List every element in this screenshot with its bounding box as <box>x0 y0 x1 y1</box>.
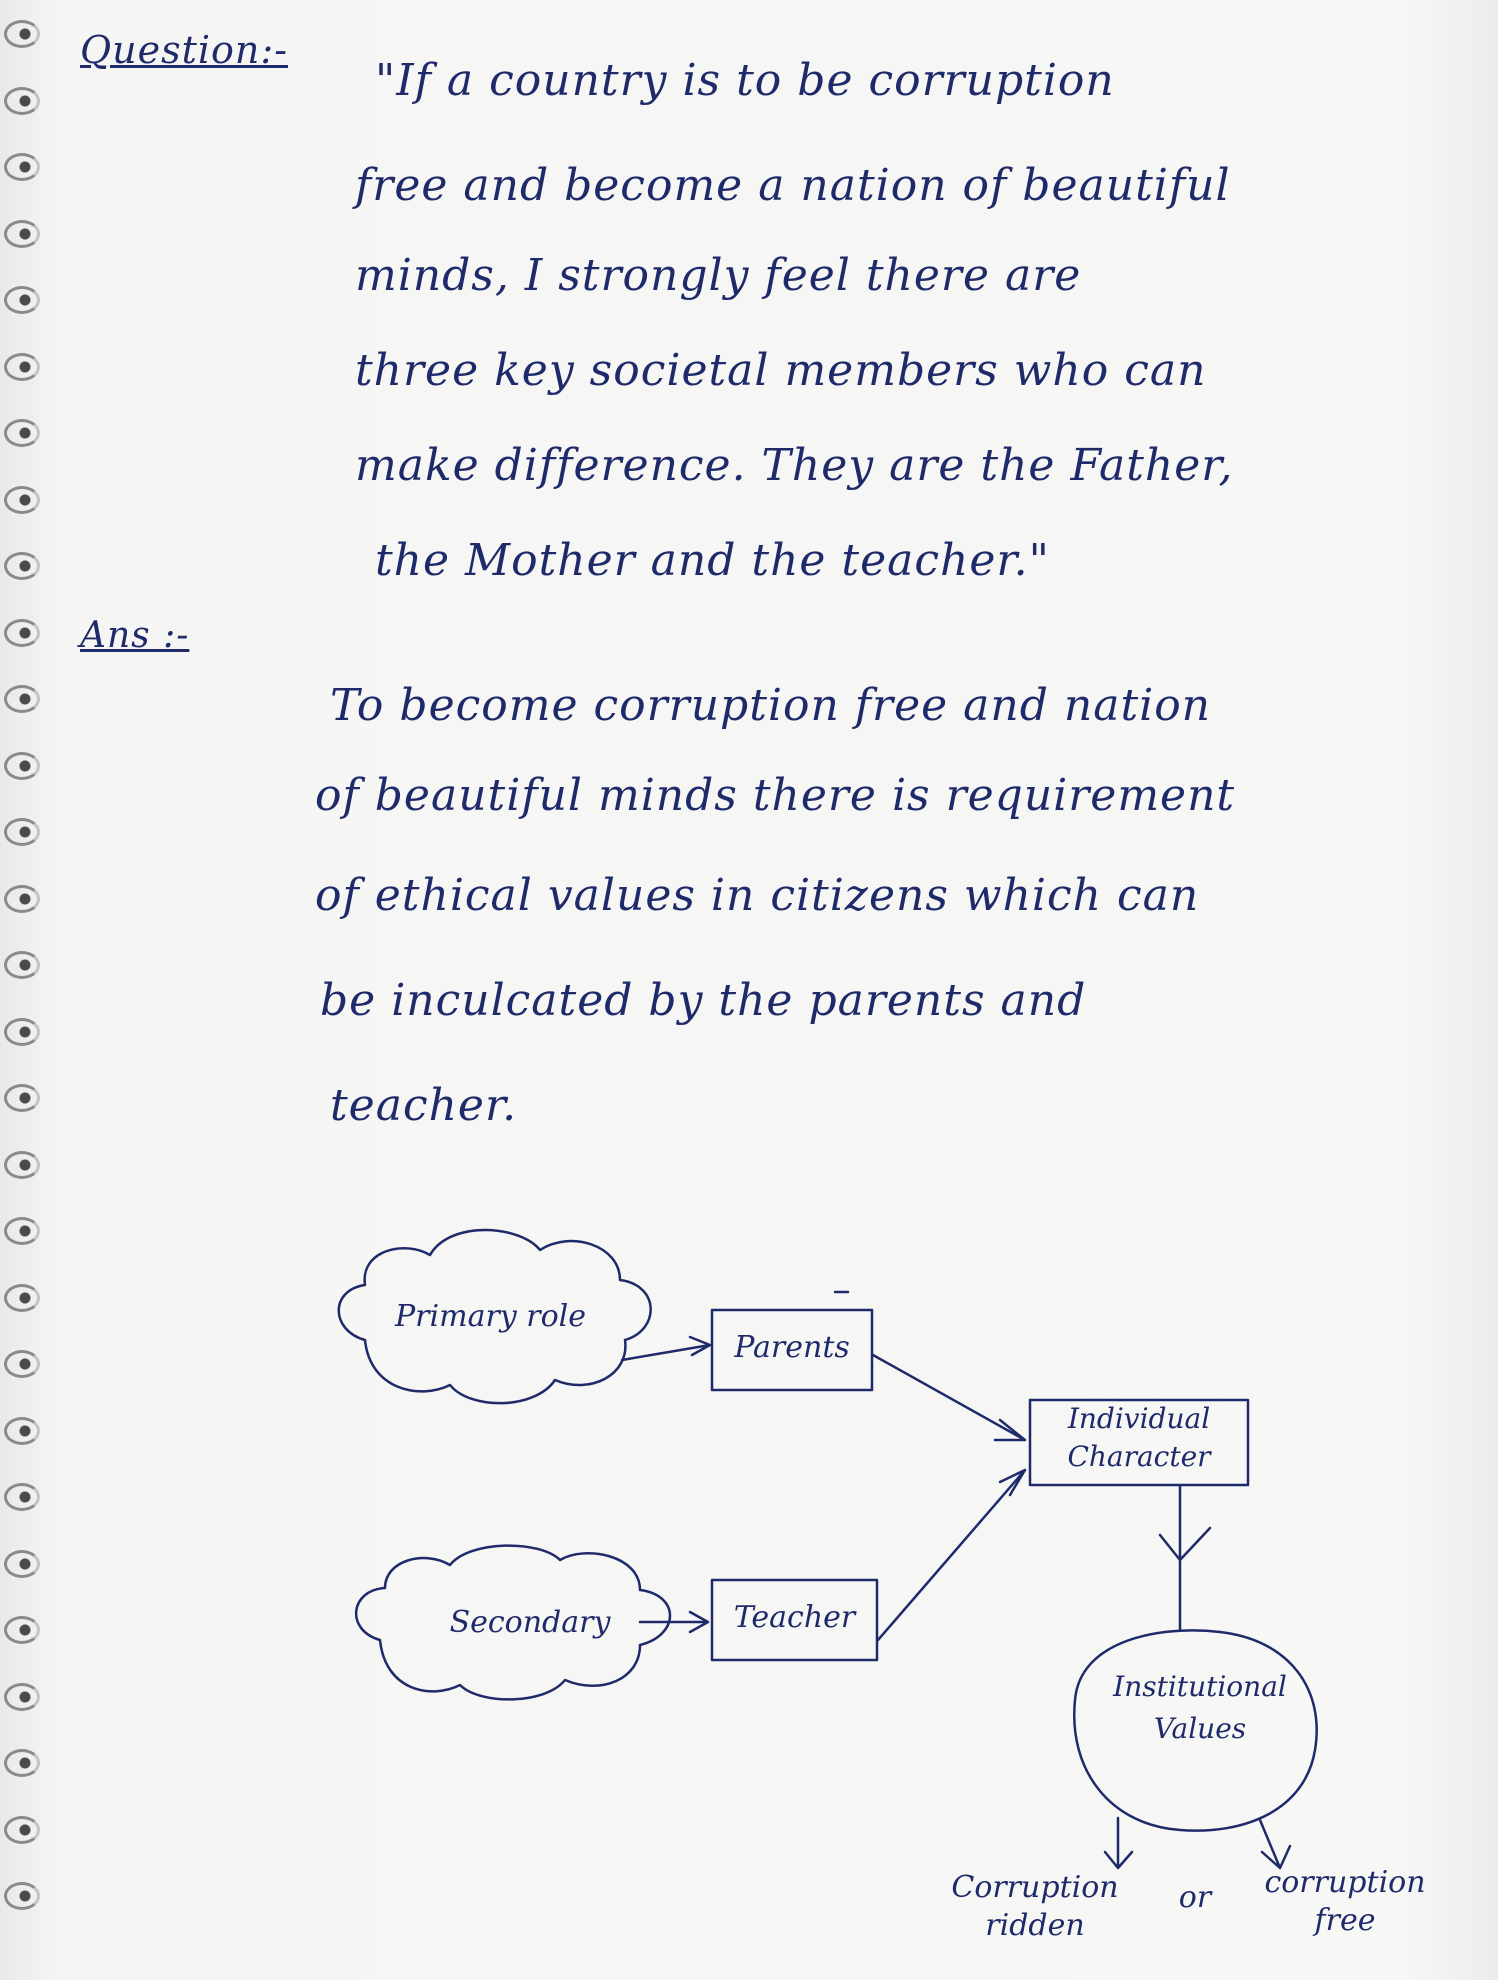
outcome-corruption-ridden-line2: ridden <box>985 1908 1085 1943</box>
answer-line-4: be inculcated by the parents and <box>320 975 1087 1026</box>
or-text: or <box>1178 1880 1212 1915</box>
primary-role-text: Primary role <box>395 1299 587 1334</box>
answer-line-3: of ethical values in citizens which can <box>315 870 1200 921</box>
answer-line-1: To become corruption free and nation <box>330 680 1212 731</box>
question-line-6: the Mother and the teacher." <box>375 535 1050 586</box>
secondary-text: Secondary <box>449 1605 611 1640</box>
teacher-text: Teacher <box>733 1600 856 1635</box>
answer-label: Ans :- <box>80 615 190 656</box>
arrow-institutional-to-ridden <box>1105 1818 1132 1868</box>
arrow-primary-to-parents <box>622 1337 710 1360</box>
question-line-3: minds, I strongly feel there are <box>355 250 1082 301</box>
institutional-values-line1: Institutional <box>1113 1670 1287 1703</box>
arrow-institutional-to-free <box>1260 1820 1290 1868</box>
outcome-corruption-free-line2: free <box>1314 1903 1376 1938</box>
individual-character-line1: Individual <box>1067 1402 1211 1435</box>
individual-character-line2: Character <box>1067 1440 1211 1473</box>
arrow-parents-to-character <box>873 1355 1025 1440</box>
question-label: Question:- <box>80 28 289 72</box>
arrow-secondary-to-teacher <box>640 1612 708 1632</box>
question-line-4: three key societal members who can <box>355 345 1207 396</box>
institutional-values-line2: Values <box>1153 1712 1247 1745</box>
question-line-1: "If a country is to be corruption <box>375 55 1115 106</box>
parents-text: Parents <box>734 1330 850 1365</box>
outcome-corruption-free-line1: corruption <box>1264 1865 1426 1900</box>
answer-line-2: of beautiful minds there is requirement <box>315 770 1236 821</box>
outcome-corruption-ridden-line1: Corruption <box>951 1870 1119 1905</box>
arrow-teacher-to-character <box>878 1470 1025 1640</box>
question-line-5: make difference. They are the Father, <box>355 440 1234 491</box>
question-line-2: free and become a nation of beautiful <box>355 160 1231 211</box>
answer-line-5: teacher. <box>330 1080 518 1131</box>
arrow-character-to-institutional <box>1160 1486 1210 1630</box>
